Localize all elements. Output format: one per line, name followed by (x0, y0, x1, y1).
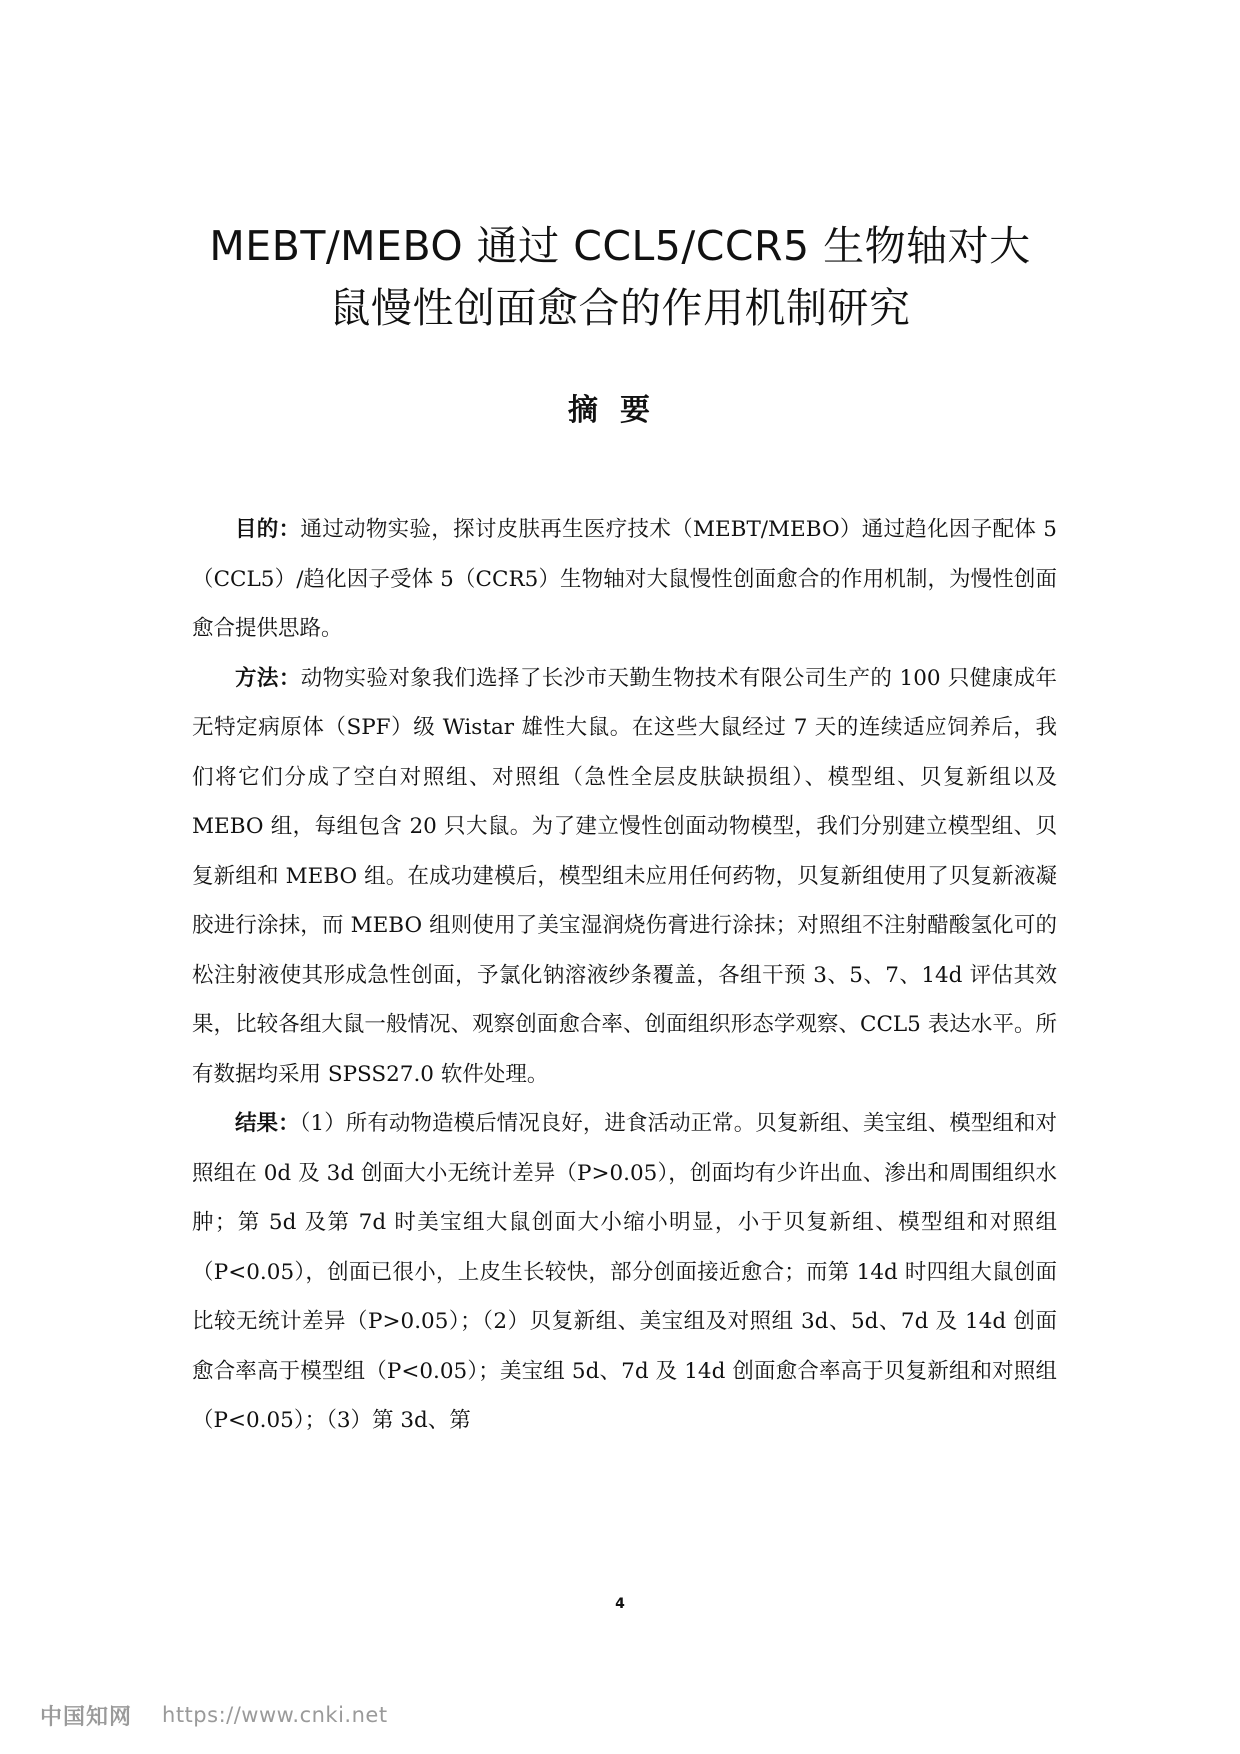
page-number: 4 (615, 1596, 625, 1612)
paragraph-label: 目的： (235, 517, 301, 542)
paragraph-objective (192, 505, 1057, 654)
paragraph-text: 动物实验对象我们选择了长沙市天勤生物技术有限公司生产的 100 只健康成年无特定病原体（SPF）级 Wistar 雄性大鼠。在这些大鼠经过 7 天的连续适应饲养后，我们将它们分成了空白对照组、对照组（急性全层皮肤缺损组）、模型组、贝复新组以及 MEBO 组，每组包含 20 只大鼠。为了建立慢性创面动物模型，我们分别建立模型组、贝复新组和 MEBO 组。在成功建模后，模型组未应用任何药物，贝复新组使用了贝复新液凝胶进行涂抹，而 MEBO 组则使用了美宝湿润烧伤膏进行涂抹；对照组不注射醋酸氢化可的松注射液使其形成急性创面，予氯化钠溶液纱条覆盖，各组干预 3、5、7、14d 评估其效果，比较各组大鼠一般情况、观察创面愈合率、创面组织形态学观察、CCL5 表达水平。所有数据均采用 SPSS27.0 软件处理。 (192, 665, 1057, 1087)
title-line-2: 鼠慢性创面愈合的作用机制研究 (329, 284, 911, 332)
paragraph-text: （1）所有动物造模后情况良好，进食活动正常。贝复新组、美宝组、模型组和对照组在 0d 及 3d 创面大小无统计差异（P>0.05），创面均有少许出血、渗出和周围组织水肿；第 5d 及第 7d 时美宝组大鼠创面大小缩小明显，小于贝复新组、模型组和对照组（P<0.05），创面已很小，上皮生长较快，部分创面接近愈合；而第 14d 时四组大鼠创面比较无统计差异（P>0.05）；（2）贝复新组、美宝组及对照组 3d、5d、7d 及 14d 创面愈合率高于模型组（P<0.05）；美宝组 5d、7d 及 14d 创面愈合率高于贝复新组和对照组（P<0.05）；（3）第 3d、第 (192, 1111, 1057, 1433)
title-line-1: MEBT/MEBO 通过 CCL5/CCR5 生物轴对大 (209, 222, 1031, 270)
paragraph-results (192, 1099, 1057, 1446)
abstract-body (192, 505, 1057, 1446)
cnki-logo: 中国知网 (40, 1704, 133, 1730)
paragraph-label: 结果： (235, 1111, 300, 1136)
footer-watermark (40, 1700, 388, 1730)
paragraph-text: 通过动物实验，探讨皮肤再生医疗技术（MEBT/MEBO）通过趋化因子配体 5（CCL5）/趋化因子受体 5（CCR5）生物轴对大鼠慢性创面愈合的作用机制，为慢性创面愈合提供思路。 (192, 517, 1057, 641)
cnki-url: https://www.cnki.net (162, 1703, 388, 1727)
document-title (150, 215, 1090, 339)
paragraph-methods (192, 654, 1057, 1100)
abstract-heading: 摘要 (568, 393, 672, 428)
paragraph-label: 方法： (235, 665, 301, 691)
